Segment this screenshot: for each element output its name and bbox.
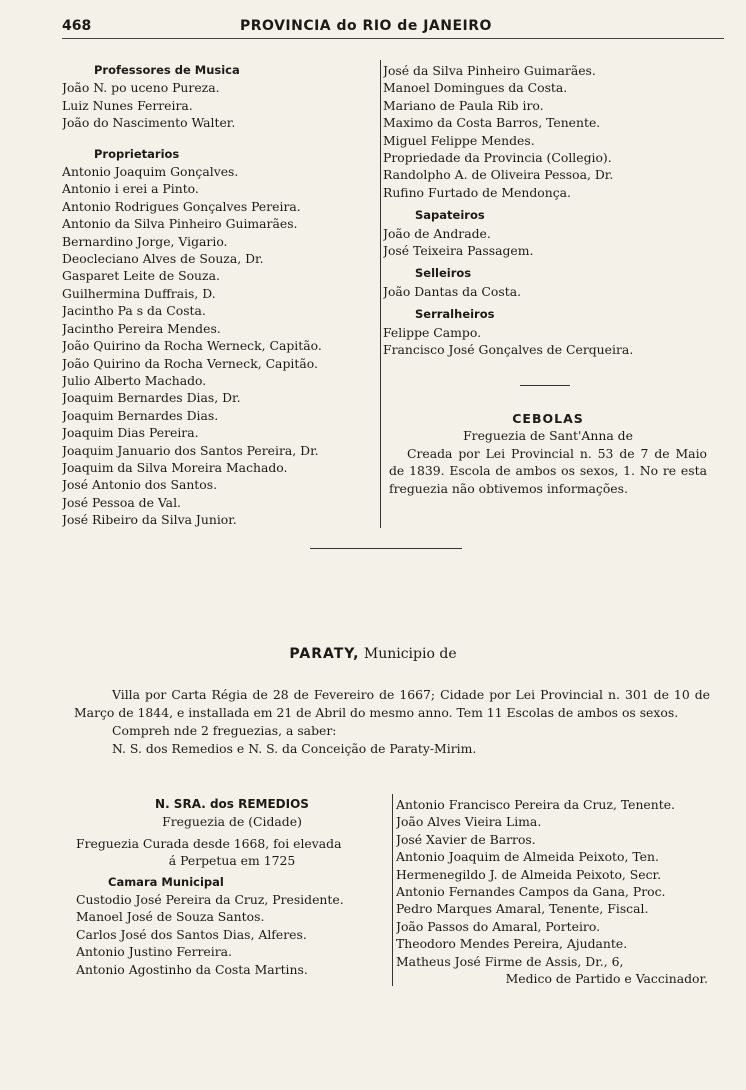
list-item: Antonio Rodrigues Gonçalves Pereira.: [62, 198, 301, 214]
list-item: Antonio Justino Ferreira.: [76, 944, 232, 960]
list-item: João Quirino da Rocha Verneck, Capitão.: [62, 355, 318, 371]
list-item: José Teixeira Passagem.: [383, 243, 534, 259]
list-item: Antonio Fernandes Campos da Gana, Proc.: [396, 884, 666, 900]
list-item: Matheus José Firme de Assis, Dr., 6,: [396, 953, 624, 969]
bottom-left-column: [76, 796, 388, 978]
list-item: Mariano de Paula Rib iro.: [383, 97, 544, 113]
paraty-freguezias-names: N. S. dos Remedios e N. S. da Conceição de Paraty-Mirim.: [112, 741, 477, 756]
list-item: Manoel Domingues da Costa.: [383, 80, 568, 96]
list-item: Hermenegildo J. de Almeida Peixoto, Secr.: [396, 866, 662, 882]
section-rule: [310, 548, 462, 549]
list-item: Randolpho A. de Oliveira Pessoa, Dr.: [383, 167, 614, 183]
list-item: Manoel José de Souza Santos.: [76, 909, 265, 925]
list-item: Pedro Marques Amaral, Tenente, Fiscal.: [396, 901, 649, 917]
list-item: Joaquim Dias Pereira.: [62, 425, 199, 441]
list-item: João Quirino da Rocha Werneck, Capitão.: [62, 338, 322, 354]
list-item: Gasparet Leite de Souza.: [62, 268, 220, 284]
list-item: Custodio José Pereira da Cruz, Presidente.: [76, 892, 344, 908]
list-item: Francisco José Gonçalves de Cerqueira.: [383, 342, 634, 358]
professores-heading: Professores de Musica: [94, 63, 240, 77]
bottom-right-column: [396, 796, 714, 987]
list-item: Rufino Furtado de Mendonça.: [383, 184, 571, 200]
list-item: Jacintho Pa s da Costa.: [62, 303, 206, 319]
header-rule: [62, 38, 724, 39]
paraty-intro: [74, 686, 710, 758]
curada-line-1: Freguezia Curada desde 1668, foi elevada: [76, 835, 342, 851]
list-item: Antonio Joaquim Gonçalves.: [62, 164, 239, 180]
list-item: Deocleciano Alves de Souza, Dr.: [62, 251, 264, 267]
list-item-continuation: Medico de Partido e Vaccinador.: [505, 971, 708, 987]
paraty-title-rest: Municipio de: [363, 646, 457, 662]
list-item: Bernardino Jorge, Vigario.: [62, 233, 228, 249]
list-item: Joaquim Bernardes Dias.: [62, 407, 219, 423]
remedios-subheading: Freguezia de (Cidade): [162, 814, 302, 830]
camara-heading: Camara Municipal: [108, 874, 224, 889]
list-item: João do Nascimento Walter.: [62, 115, 236, 131]
cebolas-subtitle: Freguezia de Sant'Anna de: [463, 428, 633, 444]
proprietarios-heading: Proprietarios: [94, 146, 180, 161]
list-item: Jacintho Pereira Mendes.: [62, 320, 221, 336]
list-item: Maximo da Costa Barros, Tenente.: [383, 115, 601, 131]
cebolas-title: CEBOLAS: [512, 411, 584, 426]
paraty-intro-text: Villa por Carta Régia de 28 de Fevereiro de 1667; Cidade por Lei Provincial n. 301 de 10 de Março de 1844, e installada em 21 de Abril do mesmo anno. Tem 11 Escolas de ambos os sexos.: [74, 687, 710, 720]
list-item: Julio Alberto Machado.: [62, 372, 207, 388]
top-right-column: [383, 62, 713, 359]
list-item: Antonio i erei a Pinto.: [62, 181, 199, 197]
list-item: Antonio da Silva Pinheiro Guimarães.: [62, 216, 298, 232]
curada-line-2: á Perpetua em 1725: [168, 853, 296, 869]
paraty-title: [0, 646, 746, 662]
running-title: PROVINCIA do RIO de JANEIRO: [240, 18, 492, 34]
list-item: Felippe Campo.: [383, 324, 482, 340]
cebolas-section: [389, 410, 707, 497]
list-item: Luiz Nunes Ferreira.: [62, 97, 193, 113]
list-item: João Alves Vieira Lima.: [396, 814, 542, 830]
list-item: Guilhermina Duffrais, D.: [62, 285, 216, 301]
paraty-freguezias-line: Compreh nde 2 freguezias, a saber:: [112, 723, 337, 738]
list-item: Joaquim Bernardes Dias, Dr.: [62, 390, 241, 406]
list-item: José Pessoa de Val.: [62, 494, 181, 510]
list-item: José Ribeiro da Silva Junior.: [62, 512, 237, 528]
list-item: Joaquim da Silva Moreira Machado.: [62, 459, 288, 475]
selleiros-heading: Selleiros: [415, 266, 472, 281]
list-item: João de Andrade.: [383, 225, 491, 241]
short-rule: [520, 385, 570, 386]
list-item: Miguel Felippe Mendes.: [383, 132, 535, 148]
list-item: Carlos José dos Santos Dias, Alferes.: [76, 926, 307, 942]
sapateiros-heading: Sapateiros: [415, 208, 485, 223]
list-item: João Passos do Amaral, Porteiro.: [396, 918, 601, 934]
top-left-column: [62, 62, 378, 529]
list-item: Propriedade da Provincia (Collegio).: [383, 150, 612, 166]
page-number: 468: [62, 18, 92, 34]
list-item: Joaquim Januario dos Santos Pereira, Dr.: [62, 442, 319, 458]
list-item: Antonio Francisco Pereira da Cruz, Tenente.: [396, 797, 675, 812]
remedios-heading: N. SRA. dos REMEDIOS: [155, 797, 309, 811]
list-item: João Dantas da Costa.: [383, 283, 522, 299]
page-header: [62, 18, 722, 38]
paraty-title-name: PARATY,: [289, 646, 360, 662]
list-item: Antonio Agostinho da Costa Martins.: [76, 961, 308, 977]
list-item: José Antonio dos Santos.: [62, 477, 218, 493]
column-divider: [392, 794, 393, 986]
column-divider: [380, 60, 381, 528]
cebolas-text: Creada por Lei Provincial n. 53 de 7 de Maio de 1839. Escola de ambos os sexos, 1. No re esta freguezia não obtivemos informações.: [389, 445, 707, 496]
list-item: Theodoro Mendes Pereira, Ajudante.: [396, 936, 628, 952]
list-item: Antonio Joaquim de Almeida Peixoto, Ten.: [396, 849, 659, 865]
list-item: José da Silva Pinheiro Guimarães.: [383, 63, 596, 78]
spacer: [62, 132, 378, 146]
list-item: José Xavier de Barros.: [396, 831, 536, 847]
list-item: João N. po uceno Pureza.: [62, 80, 220, 96]
serralheiros-heading: Serralheiros: [415, 307, 495, 322]
